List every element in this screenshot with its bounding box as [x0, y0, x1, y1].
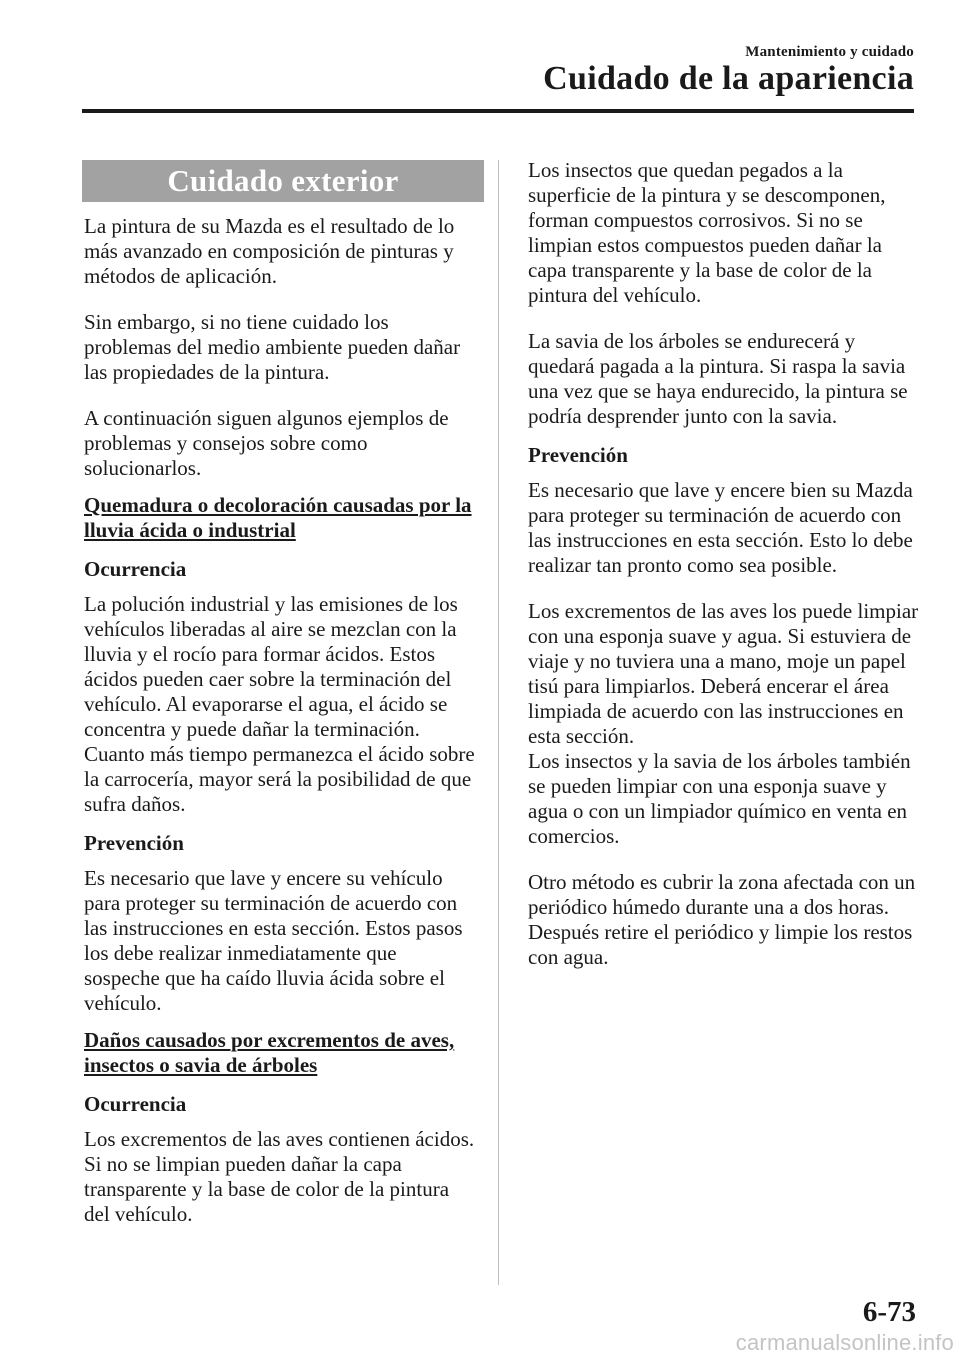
cleaning-paragraph: Los excrementos de las aves los puede limpiar con una esponja suave y agua. Si estuviera de viaje y no tuviera una a mano, moje un papel tisú para limpiarlos. Deberá encerar el área limpiada de acuerdo con las instrucciones en esta sección.	[528, 599, 919, 748]
watermark-link[interactable]: carmanualsonline.info	[735, 1330, 954, 1355]
occurrence-text: La polución industrial y las emisiones de los vehículos liberadas al aire se mezclan con la lluvia y el rocío para formar ácidos. Estos ácidos pueden caer sobre la terminación del vehículo. Al evaporarse el agua, el ácido se concentra y puede dañar la terminación.	[84, 592, 458, 741]
occurrence-text: Los excrementos de las aves contienen ácidos. Si no se limpian pueden dañar la capa transparente y la base de color de la pintura del vehículo.	[84, 1127, 475, 1226]
topic-heading-acid-rain: Quemadura o decoloración causadas por la lluvia ácida o industrial	[84, 493, 472, 542]
left-column	[84, 160, 476, 1227]
prevention-text: Es necesario que lave y encere bien su Mazda para proteger su terminación de acuerdo con las instrucciones en esta sección. Esto lo debe realizar tan pronto como sea posible.	[528, 478, 913, 577]
section-title: Cuidado de la apariencia	[543, 60, 914, 97]
prevention-label: Prevención	[528, 443, 628, 467]
occurrence-label: Ocurrencia	[84, 557, 187, 581]
chapter-title: Mantenimiento y cuidado	[745, 44, 914, 60]
tree-sap-paragraph: La savia de los árboles se endurecerá y quedará pagada a la pintura. Si raspa la savia una vez que se haya endurecido, la pintura se podría desprender junto con la savia.	[528, 329, 908, 428]
header-rule	[82, 109, 914, 113]
prevention-text: Es necesario que lave y encere su vehículo para proteger su terminación de acuerdo con las instrucciones en esta sección. Estos pasos los debe realizar inmediatamente que sospeche que ha caído lluvia ácida sobre el vehículo.	[84, 866, 463, 1015]
column-divider	[498, 160, 499, 1285]
prevention-label: Prevención	[84, 831, 184, 855]
topic-heading-bird-droppings: Daños causados por excrementos de aves, insectos o savia de árboles	[84, 1028, 455, 1077]
intro-paragraph-2: Sin embargo, si no tiene cuidado los problemas del medio ambiente pueden dañar las propiedades de la pintura.	[84, 310, 461, 384]
intro-paragraph-3: A continuación siguen algunos ejemplos de problemas y consejos sobre como solucionarlos.	[84, 406, 449, 480]
newspaper-method-paragraph: Otro método es cubrir la zona afectada con un periódico húmedo durante una a dos horas. Después retire el periódico y limpie los restos con agua.	[528, 870, 916, 969]
occurrence-text: Cuanto más tiempo permanezca el ácido sobre la carrocería, mayor será la posibilidad de que sufra daños.	[84, 742, 475, 816]
right-column	[528, 158, 920, 970]
cleaning-paragraph: Los insectos y la savia de los árboles también se pueden limpiar con una esponja suave y agua o con un limpiador químico en venta en comercios.	[528, 749, 911, 848]
insects-paragraph: Los insectos que quedan pegados a la superficie de la pintura y se descomponen, forman compuestos corrosivos. Si no se limpian estos compuestos pueden dañar la capa transparente y la base de color de la pintura del vehículo.	[528, 158, 886, 307]
occurrence-label: Ocurrencia	[84, 1092, 187, 1116]
intro-paragraph-1: La pintura de su Mazda es el resultado de lo más avanzado en composición de pinturas y métodos de aplicación.	[84, 214, 455, 288]
page-number: 6-73	[862, 1296, 916, 1328]
section-banner: Cuidado exterior	[82, 160, 484, 202]
